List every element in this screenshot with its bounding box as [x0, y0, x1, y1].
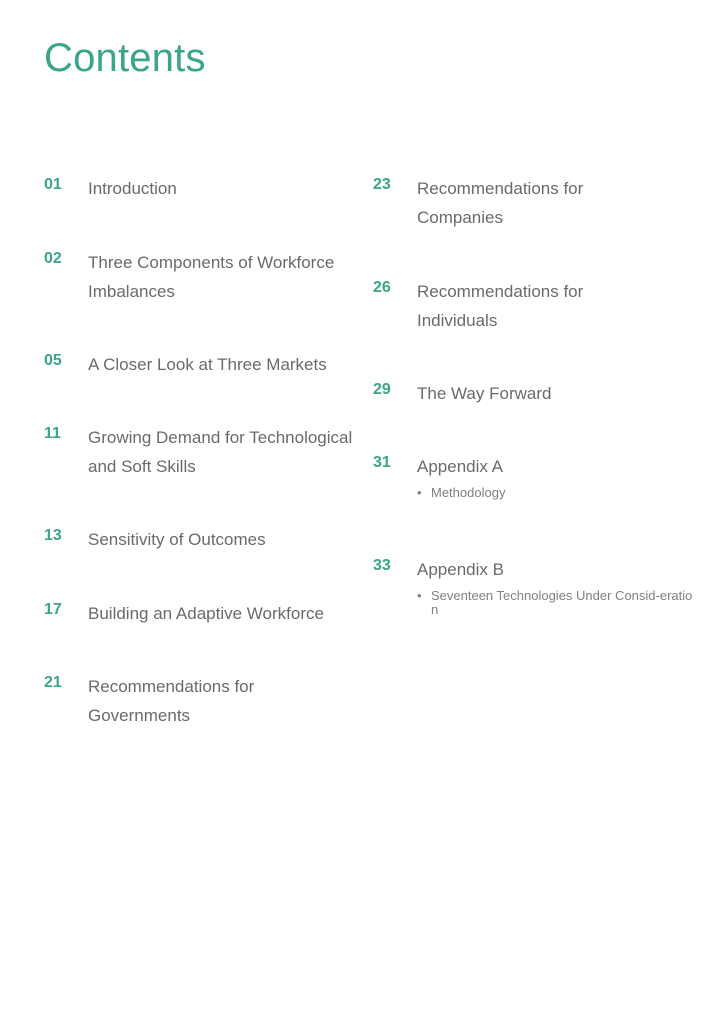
entry-title: Appendix B [417, 560, 504, 579]
sub-entry-label: Methodology [431, 485, 506, 500]
page-number: 01 [44, 176, 62, 193]
page-number: 13 [44, 527, 62, 544]
page-number: 31 [373, 454, 391, 471]
page-number: 33 [373, 557, 391, 574]
page-number: 02 [44, 250, 62, 267]
page-number: 26 [373, 279, 391, 296]
entry-title: Sensitivity of Outcomes [88, 530, 266, 549]
entry-title: Recommendations for Governments [88, 677, 255, 725]
page-number: 29 [373, 381, 391, 398]
entry-title: Introduction [88, 179, 177, 198]
page-title: Contents [44, 36, 206, 80]
entry-title: A Closer Look at Three Markets [88, 355, 327, 374]
entry-title: Building an Adaptive Workforce [88, 604, 324, 623]
sub-entry-label: Seventeen Technologies Under Consid-eration [431, 588, 693, 617]
page-number: 05 [44, 352, 62, 369]
bullet-icon: • [417, 588, 422, 603]
entry-title: Recommendations for Individuals [417, 282, 584, 330]
bullet-icon: • [417, 485, 422, 500]
page-number: 23 [373, 176, 391, 193]
entry-title: Appendix A [417, 457, 504, 476]
entry-title: The Way Forward [417, 384, 552, 403]
entry-title: Growing Demand for Technological and Soft Skills [88, 428, 353, 476]
entry-title: Recommendations for Companies [417, 179, 584, 227]
entry-title: Three Components of Workforce Imbalances [88, 253, 335, 301]
page-number: 17 [44, 601, 62, 618]
sub-entry-methodology[interactable] [417, 486, 701, 500]
sub-entry-seventeen-technologies[interactable] [417, 589, 693, 617]
page-number: 11 [44, 425, 61, 442]
page-number: 21 [44, 674, 62, 691]
